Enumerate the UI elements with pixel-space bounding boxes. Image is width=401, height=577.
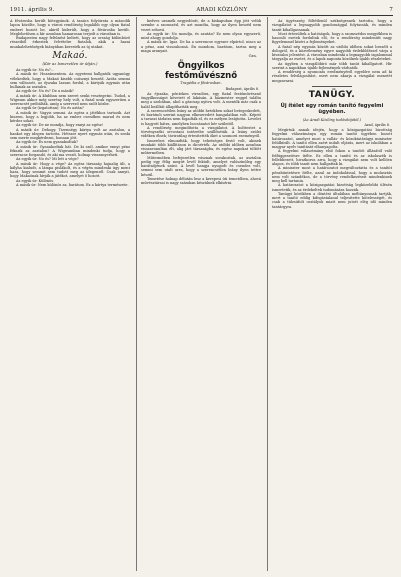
paragraph: A másik úr: Gyanakodtak hát. De ki szól, amikor ennyi pénz fekszik az asztalon? A Wigwamban mindenki tudja, hogy a szerencse forgandó, és aki ma veszít, holnap visszanyerheti. bbox=[10, 144, 130, 157]
paragraph: Az éjszaka, pénteken virradóra, egy fiatal festőművésznő öngyilkosságot követett el lakásán. A házmester reggel találta meg a szobában, ahol a gázcsap nyitva volt. A mentők már csak a halál beálltát állapíthatták meg. bbox=[141, 91, 261, 109]
paragraph: Az egyik úr: No és? De a másik? bbox=[16, 89, 74, 94]
story-body bbox=[10, 68, 130, 187]
article-subheadline: Tragédia a fővárosban. bbox=[180, 81, 222, 86]
paragraph: A másik úr: Hozzámentem. Az egyetemi hallgatók ugyanúgy vélekedtek, hogy a Makaó kisebb csúsznyi beszéd. Azóta semmi sem változott, az éjszaka lassan fordul, a kártyák egymás után hullanak az asztalra. bbox=[10, 72, 130, 89]
article-headline: Új ítélet egy román tanító fegyelmi ügyében. bbox=[280, 102, 384, 116]
article-source-note: (Az Aradi Közlöny tudósítójától.) bbox=[302, 117, 362, 122]
article-dateline: Budapest, április 8. bbox=[225, 86, 259, 91]
paragraph: Az egyik úr: De ne mondja, hogy ennyi az egész! bbox=[16, 123, 104, 128]
paragraph: Az egyik úr: No mondja, és azután? Ez nem olyan egyszerű, mint ahogy gondolja. bbox=[141, 31, 261, 40]
paragraph: Az egyik úr: És nem gyanakodtak? bbox=[16, 140, 78, 145]
column-rule-2 bbox=[267, 17, 268, 571]
section-divider bbox=[312, 86, 352, 87]
story-title: Makaó. bbox=[52, 50, 88, 61]
column-3 bbox=[272, 19, 392, 571]
section-title: TANÜGY. bbox=[308, 89, 356, 100]
author-signature: Gra. bbox=[248, 53, 257, 58]
paragraph: Az egyik úr: Különös. bbox=[16, 178, 55, 183]
paragraph: A rendőrség a nyomozás eredményéről egyelőre nem ad ki részletes felvilágosítást, mert nem akarja a vizsgálat menetét megzavarni. bbox=[272, 70, 392, 83]
intro-paragraph: Budapesten nagy feltűnést keltett, hogy az ország különböző részeiből érkeztek felvételre fiatalok, akik a hazai munkalehetőségek hiányában keresték az új utakat. bbox=[10, 36, 130, 49]
paragraph: A másik úr: Igaz. De ha a szerencse egyszer elpártol, nincs az a pénz, ami visszahozná. Én mondom, barátom, tartsa meg a maga aranyait. bbox=[141, 40, 261, 53]
paragraph: Ismerősei elmondták, hogy tehetséges festő volt, akinek munkáit több kiállításon is dicsérték. Az utóbbi időben azonban visszavonultan élt, alig járt társaságba, és egész napokat töltött műtermében. bbox=[141, 138, 261, 156]
article-body bbox=[141, 92, 261, 186]
paragraph: Az egyik úr: No és?... bbox=[16, 68, 55, 72]
paragraph: A fegyelmi választmány első fokon a tanítót állásától való felfüggesztésre ítélte. Ez ellen a tanító és az iskolaszék is fellebbezett, hivatkozva arra, hogy a vizsgálat nem volt kellően alapos, és több tanút nem hallgattak ki. bbox=[272, 149, 392, 167]
paragraph: A határozatot a közigazgatási bizottság legközelebbi ülésén ismertetik, és az érdekeltek tudomására hozzák. bbox=[272, 183, 392, 192]
paragraph: Az ügyben a vizsgálóbíró már több tanút kihallgatott. Hír szerint a napokban újabb fejlemények várhatók. bbox=[272, 61, 392, 70]
header-date: 1911. április 9. bbox=[10, 6, 55, 13]
paragraph: Most értesültek a hatóságok, hogy a szomszédos megyékben is hasonló esetek fordultak elő, és a rendőrség mindenütt nagy figyelemmel kíséri a fejleményeket. bbox=[272, 31, 392, 45]
paragraph: A fiatal nép egymás között az utóbbi időben sokat beszélt a dologról, és a közvélemény egyre nagyobb érdeklődéssel várja a hivatalos jelentést. A városban mindenki a legnagyobb izgalommal tárgyalja az esetet, és a lapok naponta közölnek újabb részleteket. bbox=[272, 44, 392, 62]
page-header bbox=[10, 4, 393, 15]
article-headline: Öngyilkos festőművésznő bbox=[164, 61, 238, 82]
column-rule-1 bbox=[136, 17, 137, 571]
paragraph: A másik úr: Nem különös az, barátom. Ez a kártya természete. bbox=[16, 182, 129, 187]
paragraph: A másik úr: Hogy a vége? Az egész társaság hajnalig ült, a kályha kialudt, a lámpa pislákolt, és a végén mindenki úgy ment haza, hogy semmit sem tudott meg az idegenről. Csak annyit, hogy Makaónak hívják a játékot, amelyet ő hozott. bbox=[10, 161, 130, 179]
continued-text bbox=[141, 19, 261, 53]
paragraph: Műtermében befejezetlen vásznak sorakoztak, az asztalon pedig egy félig megírt levél feküdt, amelyet valószínűleg egy barátnőjének szánt. A levél hangja nyugodt és csendes volt, semmi sem utalt arra, hogy a szerencsétlen leány ilyen tettre készül. bbox=[141, 155, 261, 177]
intro-paragraph: A fővárosba került kötegyánok. A tanács folyóirata a második lapon közölte, hogy a városi rendőrség legalább egy olyan fiatal embert hozott be, akiről kiderült, hogy a fővárosba került. Meglehetősen a hír azonban hamarosan terjedt a városban is. bbox=[10, 19, 130, 36]
article-dateline: Arad, április 8. bbox=[364, 122, 390, 127]
continued-text bbox=[272, 19, 392, 83]
column-2 bbox=[141, 19, 261, 571]
paragraph: A miniszter most a határozatot megváltoztatta és a tanítót pénzbüntetésre ítélte, azzal az indokolással, hogy a mulasztás nem volt szándékos, de a törvény rendelkezéseit mindenkinek meg kell tartania. bbox=[272, 166, 392, 184]
story-subtitle: (Kör az Ismeretlen úr útján.) bbox=[42, 60, 98, 66]
header-rule bbox=[10, 15, 393, 16]
paragraph: kedves uramék negyedórát, de a kiskapuban épp jött velük szembe a szomszéd, és azt mondta, hogy az ilyen beszéd nem vezet sehová. bbox=[141, 19, 261, 32]
paragraph: A másik úr: Dehogy. Tizennégy kártya volt az asztalon, a bankot egy idegen tartotta. Hétszer nyert egymás után, és senki sem merte megkérdezni, honnan jött. bbox=[10, 127, 130, 140]
paragraph: A rendőrség megindította a vizsgálatot. A holttestet a törvényszéki orvostani intézetbe szállították. A leány szülei vidéken élnek; táviratilag értesítették őket a szomorú eseményről. bbox=[141, 125, 261, 139]
paragraph: Tanügyi körökben a döntést általában méltányosnak tartják, mert a tanító eddig kifogástalanul teljesítette kötelességét, és csak a túlzsúfolt osztályok miatt nem jutott elég idő minden tantárgyra. bbox=[272, 191, 392, 209]
header-masthead: ARADI KÖZLÖNY bbox=[196, 6, 248, 13]
paragraph: A másik úr: A klubban nem szeret senki vesztegetni. Tudod, a Wigwam akkor még szerény hely volt, a fiatal urak egyszerűen a szerencsét próbálták, amíg a szervező nem szólt közbe. bbox=[10, 93, 130, 106]
paragraph: A másik úr: Vagyis semmi. Az egész a játékhoz tartozik. Azt hiszem, hogy a legjobb, ha az ember csendben marad és nem kérdez sokat. bbox=[10, 110, 130, 123]
paragraph: Megírtuk annak idején, hogy a közigazgatási bizottság fegyelmi választmánya egy román tanító ügyében hozott határozatot, amelyet most a vallás- és közoktatásügyi miniszter felülbírált. A tanító ellen azért indult eljárás, mert az iskolában a magyar nyelv tanítását elhanyagolta. bbox=[272, 128, 392, 150]
paragraph: Temetése holnap délután lesz a kerepesi úti temetőben, ahová művésztársai is nagy számban készülnek elkísérni. bbox=[141, 176, 261, 185]
paragraph: A szerencsétlen leány az utóbbi hetekben sokat betegeskedett, és barátnői szerint nagyon elkeseredett hangulatban volt. Képeit a tavaszi tárlatra nem fogadták el, és ez mélyen lesújtotta. Levelet is hagyott hátra, amelyben bocsánatot kér szüleitől. bbox=[141, 108, 261, 126]
paragraph: Az egyik úr (izgatottan): No és aztán? bbox=[16, 106, 84, 111]
paragraph: Az egyik úr: No és? Mi lett a vége? bbox=[16, 157, 79, 162]
paragraph: Az ügyészség föltétlenül szükségesnek tartotta, hogy a vizsgálatot a legnagyobb gondossággal folytassák, és minden tanút kihallgassanak. bbox=[272, 19, 392, 32]
column-1 bbox=[10, 19, 130, 571]
article-body bbox=[272, 128, 392, 209]
header-page-number: 7 bbox=[389, 6, 393, 13]
